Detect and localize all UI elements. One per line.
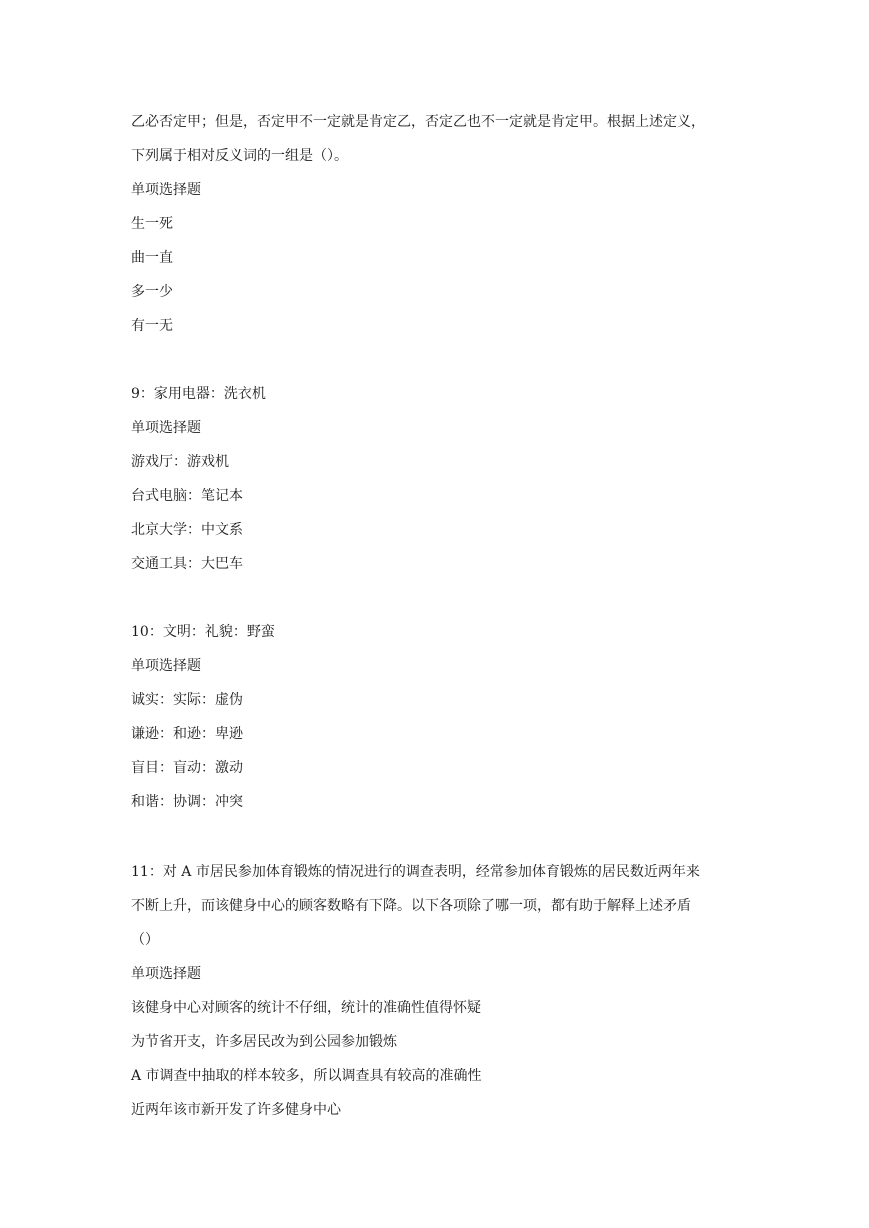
q10-option-b: 谦逊：和逊：卑逊: [131, 726, 243, 742]
q8-stem-line-2: 下列属于相对反义词的一组是（）。: [131, 148, 348, 164]
q11-option-c: A 市调查中抽取的样本较多，所以调查具有较高的准确性: [131, 1068, 482, 1084]
q11-stem-line-1: 11：对 A 市居民参加体育锻炼的情况进行的调查表明，经常参加体育锻炼的居民数近两年来: [131, 864, 700, 880]
q9-option-d: 交通工具：大巴车: [131, 556, 243, 572]
q10-option-a: 诚实：实际：虚伪: [131, 692, 243, 708]
q11-stem-line-3: （）: [131, 932, 159, 948]
q11-option-b: 为节省开支，许多居民改为到公园参加锻炼: [131, 1034, 397, 1050]
q10-option-d: 和谐：协调：冲突: [131, 794, 243, 810]
q8-option-a: 生一死: [131, 216, 173, 232]
q11-question-type: 单项选择题: [131, 966, 201, 982]
q8-option-b: 曲一直: [131, 250, 173, 266]
q8-question-type: 单项选择题: [131, 182, 201, 198]
q11-stem-line-2: 不断上升，而该健身中心的顾客数略有下降。以下各项除了哪一项，都有助于解释上述矛盾: [131, 898, 691, 914]
q8-option-c: 多一少: [131, 284, 173, 300]
q9-option-b: 台式电脑：笔记本: [131, 488, 243, 504]
q10-option-c: 盲目：盲动：激动: [131, 760, 243, 776]
q9-question-type: 单项选择题: [131, 420, 201, 436]
q10-question-type: 单项选择题: [131, 658, 201, 674]
q10-stem: 10：文明：礼貌：野蛮: [131, 624, 275, 640]
q8-stem-line-1: 乙必否定甲；但是，否定甲不一定就是肯定乙，否定乙也不一定就是肯定甲。根据上述定义，: [131, 114, 705, 130]
q9-option-a: 游戏厅：游戏机: [131, 454, 229, 470]
q11-option-d: 近两年该市新开发了许多健身中心: [131, 1102, 341, 1118]
q9-option-c: 北京大学：中文系: [131, 522, 243, 538]
q8-option-d: 有一无: [131, 318, 173, 334]
q11-option-a: 该健身中心对顾客的统计不仔细，统计的准确性值得怀疑: [131, 1000, 481, 1016]
q9-stem: 9：家用电器：洗衣机: [131, 386, 266, 402]
